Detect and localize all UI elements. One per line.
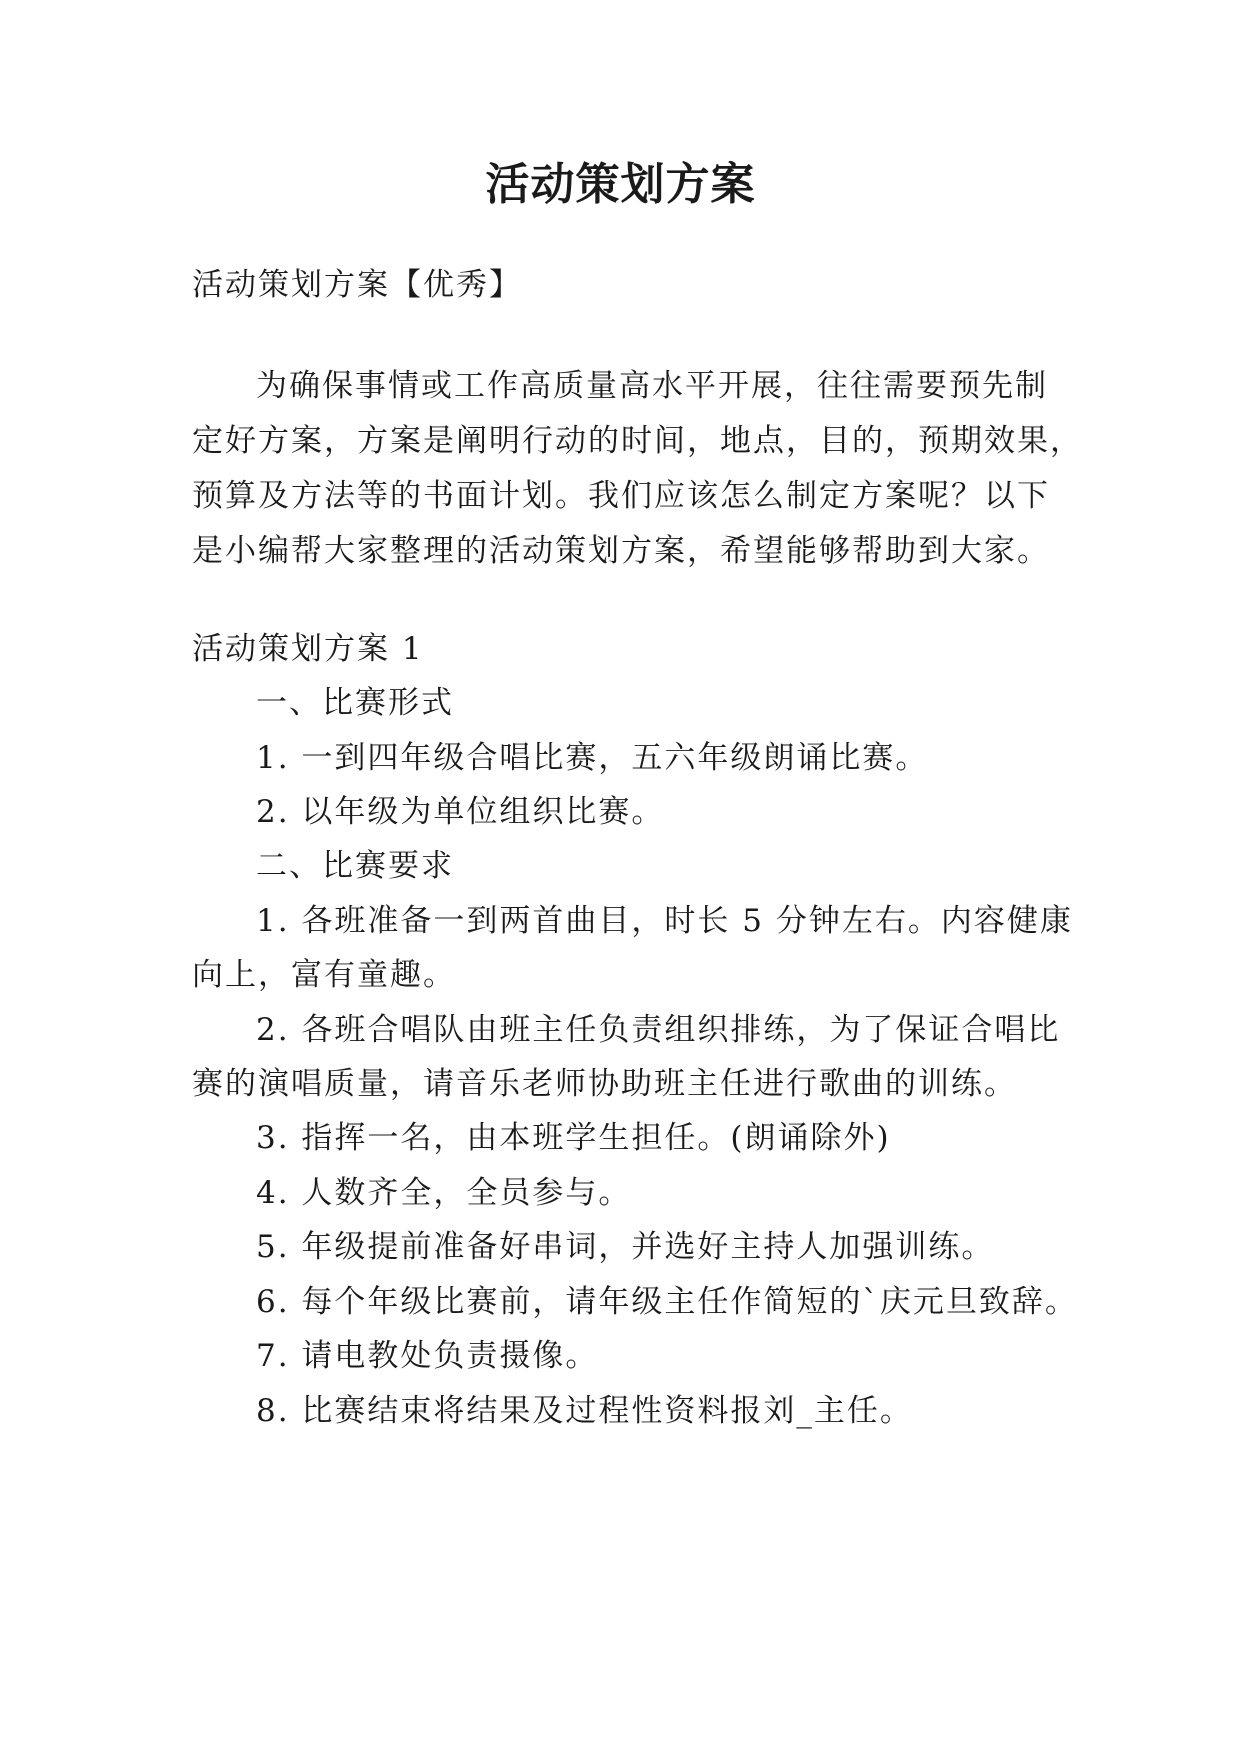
intro-line: 是小编帮大家整理的活动策划方案，希望能够帮助到大家。 — [192, 533, 1050, 569]
list-item: 1. 各班准备一到两首曲目，时长 5 分钟左右。内容健康 — [256, 903, 1073, 939]
list-item-continuation: 向上，富有童趣。 — [192, 957, 456, 993]
list-item: 7. 请电教处负责摄像。 — [256, 1338, 599, 1374]
section-title: 活动策划方案 1 — [192, 631, 424, 667]
intro-line: 为确保事情或工作高质量高水平开展，往往需要预先制 — [256, 368, 1048, 404]
list-item: 5. 年级提前准备好串词，并选好主持人加强训练。 — [256, 1229, 995, 1265]
list-item: 3. 指挥一名，由本班学生担任。(朗诵除外) — [256, 1120, 891, 1156]
list-item: 4. 人数齐全，全员参与。 — [256, 1175, 632, 1211]
section-heading: 一、比赛形式 — [256, 685, 454, 721]
page-title: 活动策划方案 — [485, 159, 756, 210]
section-heading: 二、比赛要求 — [256, 848, 454, 884]
list-item: 2. 以年级为单位组织比赛。 — [256, 794, 665, 830]
intro-line: 预算及方法等的书面计划。我们应该怎么制定方案呢？以下 — [192, 478, 1050, 514]
list-item: 1. 一到四年级合唱比赛，五六年级朗诵比赛。 — [256, 740, 929, 776]
list-item: 2. 各班合唱队由班主任负责组织排练，为了保证合唱比 — [256, 1012, 1061, 1048]
list-item-continuation: 赛的演唱质量，请音乐老师协助班主任进行歌曲的训练。 — [192, 1066, 1017, 1102]
intro-line: 定好方案，方案是阐明行动的时间，地点，目的，预期效果， — [192, 423, 1083, 459]
subtitle: 活动策划方案【优秀】 — [192, 267, 522, 303]
list-item: 6. 每个年级比赛前，请年级主任作简短的`庆元旦致辞。 — [256, 1284, 1078, 1320]
list-item: 8. 比赛结束将结果及过程性资料报刘_主任。 — [256, 1393, 913, 1429]
